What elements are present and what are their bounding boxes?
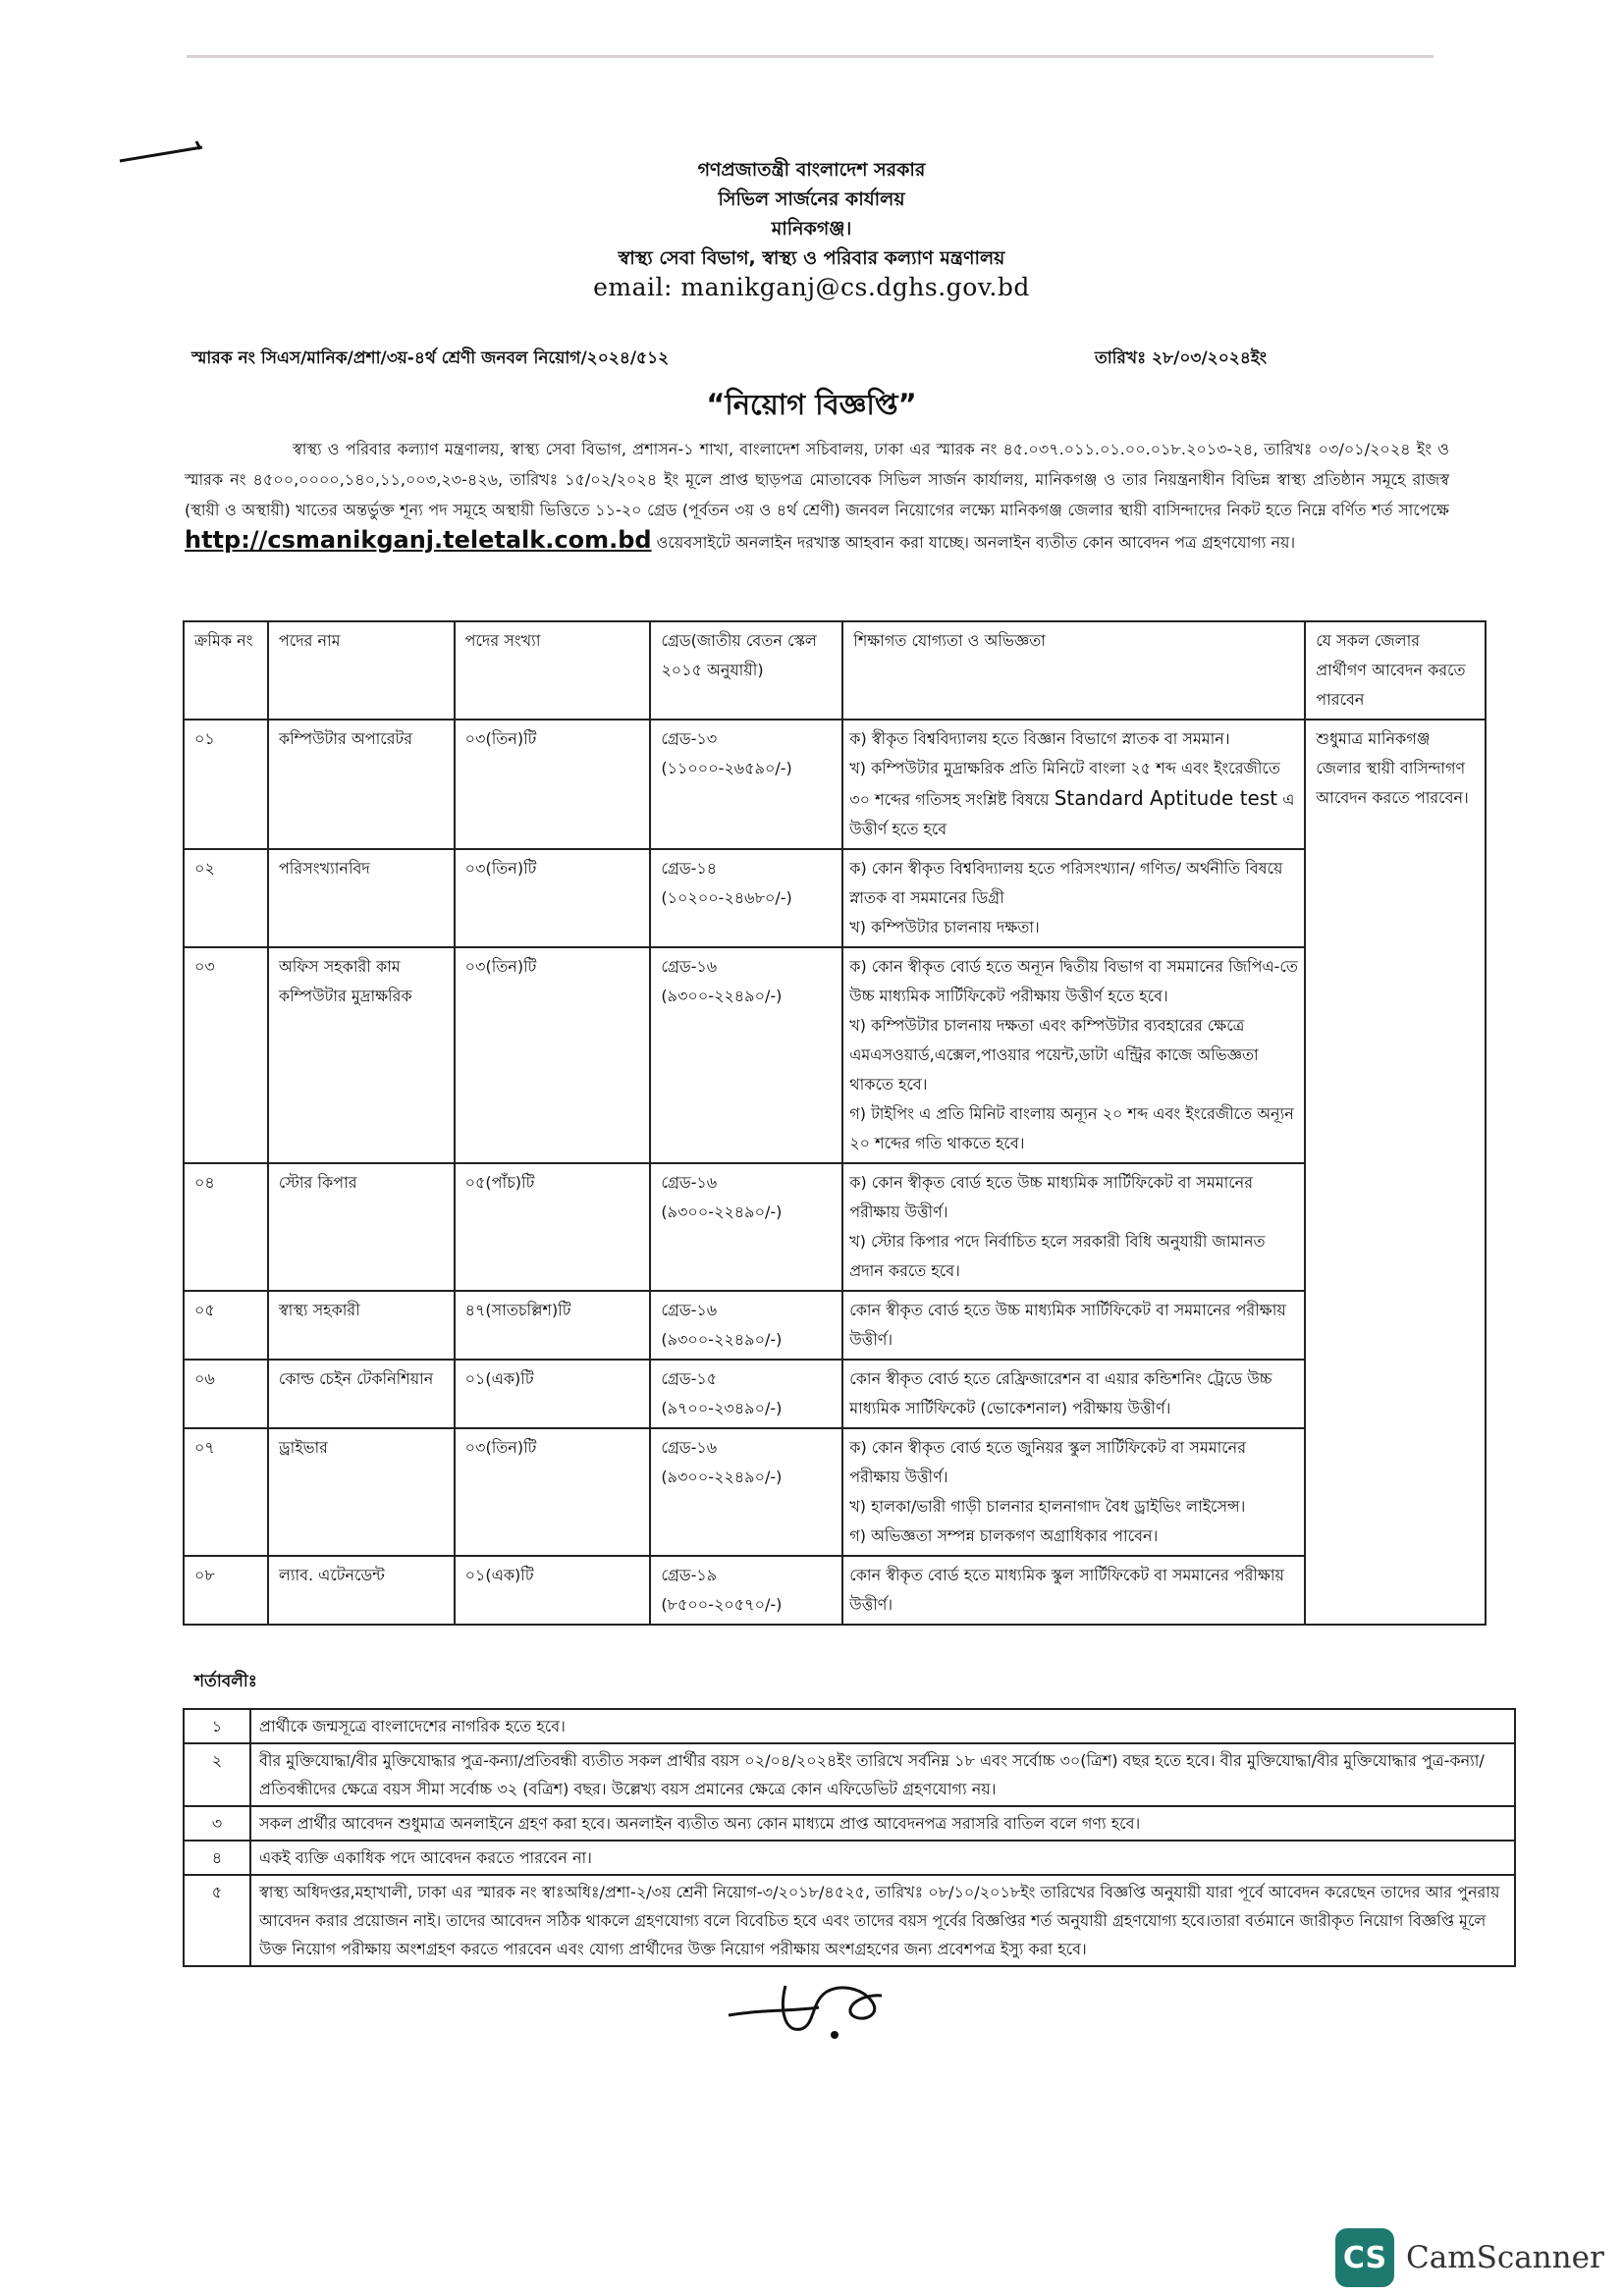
col-grade: গ্রেড(জাতীয় বেতন স্কেল ২০১৫ অনুযায়ী)	[650, 621, 842, 720]
row-grade	[650, 1360, 842, 1428]
notice-title: “নিয়োগ বিজ্ঞপ্তি”	[706, 388, 917, 421]
row-grade	[650, 849, 842, 947]
aptitude-test: Standard Aptitude test	[1054, 786, 1278, 810]
row-grade	[650, 1428, 842, 1556]
qualification-item: ক) কোন স্বীকৃত বোর্ড হতে উচ্চ মাধ্যমিক সার্টিফিকেট বা সমমানের পরীক্ষায় উত্তীর্ণ।	[849, 1173, 1254, 1221]
term-number: ২	[184, 1743, 250, 1806]
row-post-count: ০৩(তিন)টি	[455, 849, 651, 947]
table-row	[184, 947, 1486, 1163]
row-districts: শুধুমাত্র মানিকগঞ্জ জেলার স্থায়ী বাসিন্দাগণ আবেদন করতে পারবেন।	[1305, 720, 1486, 1625]
pay-scale: (৯৩০০-২২৪৯০/-)	[661, 1468, 783, 1486]
table-row	[184, 1360, 1486, 1428]
table-row	[184, 849, 1486, 947]
header-email: email: manikganj@cs.dghs.gov.bd	[593, 273, 1030, 301]
term-number: ৫	[184, 1875, 250, 1966]
pay-scale: (৯৩০০-২২৪৯০/-)	[661, 1202, 783, 1221]
term-text: বীর মুক্তিযোদ্ধা/বীর মুক্তিযোদ্ধার পুত্র-কন্যা/প্রতিবন্ধী ব্যতীত সকল প্রার্থীর বয়স ০২/০৪/২০২৪ইং তারিখে সর্বনিম্ন ১৮ এবং সর্বোচ্চ ৩০(ত্রিশ) বছর হতে হবে। বীর মুক্তিযোদ্ধা/বীর মুক্তিযোদ্ধার পুত্র-কন্যা/প্রতিবন্ধীদের ক্ষেত্রে বয়স সীমা সর্বোচ্চ ৩২ (বত্রিশ) বছর। উল্লেখ্য বয়স প্রমানের ক্ষেত্রে কোন এফিডেভিট গ্রহণযোগ্য নয়।	[250, 1743, 1515, 1806]
row-sl: ০২	[184, 849, 268, 947]
office-header	[0, 155, 1623, 302]
grade-label: গ্রেড-১৩	[661, 729, 718, 748]
row-grade	[650, 1291, 842, 1360]
col-post-name: পদের নাম	[268, 621, 455, 720]
term-row	[184, 1709, 1515, 1743]
intro-text: স্বাস্থ্য ও পরিবার কল্যাণ মন্ত্রণালয়, স্বাস্থ্য সেবা বিভাগ, প্রশাসন-১ শাখা, বাংলাদেশ সচিবালয়, ঢাকা এর স্মারক নং ৪৫.০৩৭.০১১.০১.০০.০১৮.২০১৩-২৪, তারিখঃ ০৩/০১/২০২৪ ইং ও স্মারক নং ৪৫০০,০০০০,১৪০,১১,০০৩,২৩-৪২৬, তারিখঃ ১৫/০২/২০২৪ ইং মূলে প্রাপ্ত ছাড়পত্র মোতাবেক সিভিল সার্জন কার্যালয়, মানিকগঞ্জ ও তার নিয়ন্ত্রনাধীন বিভিন্ন স্বাস্থ্য প্রতিষ্ঠান সমূহে রাজস্ব (স্থায়ী ও অস্থায়ী) খাতের অন্তর্ভুক্ত শূন্য পদ সমূহে অস্থায়ী ভিত্তিতে ১১-২০ গ্রেড (পূর্বতন ৩য় ও ৪র্থ শ্রেণী) জনবল নিয়োগের লক্ষ্যে মানিকগঞ্জ জেলার স্থায়ী বাসিন্দাদের নিকট হতে নিম্নে বর্ণিত শর্ত সাপেক্ষে	[185, 440, 1449, 519]
term-number: ১	[184, 1709, 250, 1743]
memo-date: তারিখঃ ২৮/০৩/২০২৪ইং	[1095, 348, 1268, 368]
row-grade	[650, 1163, 842, 1291]
term-text: সকল প্রার্থীর আবেদন শুধুমাত্র অনলাইনে গ্রহণ করা হবে। অনলাইন ব্যতীত অন্য কোন মাধ্যমে প্রাপ্ত আবেদনপত্র সরাসরি বাতিল বলে গণ্য হবে।	[250, 1806, 1515, 1841]
row-post-name: স্টোর কিপার	[268, 1163, 455, 1291]
qualification-item: ক) কোন স্বীকৃত বিশ্ববিদ্যালয় হতে পরিসংখ্যান/ গণিত/ অর্থনীতি বিষয়ে স্নাতক বা সমমানের ডিগ্রী	[849, 859, 1283, 907]
col-post-count: পদের সংখ্যা	[455, 621, 651, 720]
qualification-item: গ) অভিজ্ঞতা সম্পন্ন চালকগণ অগ্রাধিকার পাবেন।	[849, 1526, 1159, 1545]
row-qualification	[842, 1360, 1305, 1428]
row-qualification	[842, 1428, 1305, 1556]
qualification-item: কোন স্বীকৃত বোর্ড হতে রেফ্রিজারেশন বা এয়ার কন্ডিশনিং ট্রেডে উচ্চ মাধ্যমিক সার্টিফিকেট (ভোকেশনাল) পরীক্ষায় উত্তীর্ণ।	[849, 1369, 1272, 1417]
row-post-name: পরিসংখ্যানবিদ	[268, 849, 455, 947]
term-text: প্রার্থীকে জন্মসূত্রে বাংলাদেশের নাগরিক হতে হবে।	[250, 1709, 1515, 1743]
header-office: সিভিল সার্জনের কার্যালয়	[718, 188, 905, 210]
intro-paragraph	[185, 434, 1449, 558]
row-post-name: কোল্ড চেইন টেকনিশিয়ান	[268, 1360, 455, 1428]
row-sl: ০৭	[184, 1428, 268, 1556]
qualification-text-end: এ উত্তীর্ণ হতে হবে	[849, 790, 1295, 838]
grade-label: গ্রেড-১৬	[661, 957, 718, 976]
row-post-count: ০৩(তিন)টি	[455, 1428, 651, 1556]
qualification-item: গ) টাইপিং এ প্রতি মিনিট বাংলায় অন্যূন ২০ শব্দ এবং ইংরেজীতে অন্যূন ২০ শব্দের গতি থাকতে হবে।	[849, 1104, 1294, 1152]
table-header-row	[184, 621, 1486, 720]
intro-text-end: ওয়েবসাইটে অনলাইন দরখাস্ত আহবান করা যাচ্ছে। অনলাইন ব্যতীত কোন আবেদন পত্র গ্রহণযোগ্য নয়।	[656, 533, 1296, 552]
grade-label: গ্রেড-১৬	[661, 1173, 718, 1192]
row-qualification	[842, 1291, 1305, 1360]
header-district: মানিকগঞ্জ।	[771, 218, 852, 240]
posts-table	[183, 620, 1487, 1626]
pay-scale: (৯৩০০-২২৪৯০/-)	[661, 1330, 783, 1349]
memo-reference: স্মারক নং সিএস/মানিক/প্রশা/৩য়-৪র্থ শ্রেণী জনবল নিয়োগ/২০২৪/৫১২	[191, 348, 670, 368]
qualification-item: ক) কোন স্বীকৃত বোর্ড হতে জুনিয়র স্কুল সার্টিফিকেট বা সমমানের পরীক্ষায় উত্তীর্ণ।	[849, 1438, 1247, 1486]
qualification-item	[849, 754, 1298, 844]
row-post-name: অফিস সহকারী কাম কম্পিউটার মুদ্রাক্ষরিক	[268, 947, 455, 1163]
row-post-count: ০১(এক)টি	[455, 1360, 651, 1428]
table-row	[184, 720, 1486, 849]
grade-label: গ্রেড-১৯	[661, 1566, 718, 1584]
row-post-count: ০৩(তিন)টি	[455, 720, 651, 849]
row-grade	[650, 720, 842, 849]
row-sl: ০৩	[184, 947, 268, 1163]
terms-table	[183, 1708, 1516, 1967]
grade-label: গ্রেড-১৬	[661, 1438, 718, 1457]
signature	[725, 1958, 921, 2047]
qualification-item: খ) কম্পিউটার চালনায় দক্ষতা।	[849, 918, 1040, 936]
pay-scale: (৯৭০০-২৩৪৯০/-)	[661, 1399, 783, 1417]
qualification-item: কোন স্বীকৃত বোর্ড হতে উচ্চ মাধ্যমিক সার্টিফিকেট বা সমমানের পরীক্ষায় উত্তীর্ণ।	[849, 1301, 1286, 1349]
grade-label: গ্রেড-১৬	[661, 1301, 718, 1319]
term-row	[184, 1841, 1515, 1875]
row-post-name: ল্যাব. এটেনডেন্ট	[268, 1556, 455, 1625]
qualification-text: খ) কম্পিউটার মুদ্রাক্ষরিক প্রতি মিনিটে বাংলা ২৫ শব্দ এবং ইংরেজীতে ৩০ শব্দের গতিসহ সংশ্লিষ্ট বিষয়ে	[849, 759, 1280, 809]
row-post-count: ০৫(পাঁচ)টি	[455, 1163, 651, 1291]
row-qualification	[842, 1163, 1305, 1291]
terms-heading: শর্তাবলীঃ	[194, 1672, 257, 1691]
row-grade	[650, 1556, 842, 1625]
camscanner-text: CamScanner	[1406, 2240, 1604, 2275]
row-post-count: ০৩(তিন)টি	[455, 947, 651, 1163]
table-row	[184, 1291, 1486, 1360]
application-url[interactable]: http://csmanikganj.teletalk.com.bd	[185, 526, 652, 554]
term-row	[184, 1806, 1515, 1841]
row-grade	[650, 947, 842, 1163]
term-text: একই ব্যক্তি একাধিক পদে আবেদন করতে পারবেন না।	[250, 1841, 1515, 1875]
row-post-name: ড্রাইভার	[268, 1428, 455, 1556]
row-qualification	[842, 947, 1305, 1163]
pay-scale: (৮৫০০-২০৫৭০/-)	[661, 1595, 783, 1614]
table-row	[184, 1556, 1486, 1625]
row-qualification	[842, 849, 1305, 947]
col-qualification: শিক্ষাগত যোগ্যতা ও অভিজ্ঞতা	[842, 621, 1305, 720]
pay-scale: (১১০০০-২৬৫৯০/-)	[661, 759, 792, 777]
row-sl: ০১	[184, 720, 268, 849]
row-post-name: স্বাস্থ্য সহকারী	[268, 1291, 455, 1360]
qualification-item: খ) হালকা/ভারী গাড়ী চালনার হালনাগাদ বৈধ ড্রাইভিং লাইসেন্স।	[849, 1497, 1246, 1516]
grade-label: গ্রেড-১৪	[661, 859, 718, 878]
camscanner-watermark	[1335, 2228, 1604, 2287]
header-govt: গণপ্রজাতন্ত্রী বাংলাদেশ সরকার	[697, 159, 926, 181]
pay-scale: (১০২০০-২৪৬৮০/-)	[661, 888, 792, 907]
qualification-item: কোন স্বীকৃত বোর্ড হতে মাধ্যমিক স্কুল সার্টিফিকেট বা সমমানের পরীক্ষায় উত্তীর্ণ।	[849, 1566, 1284, 1614]
term-text: স্বাস্থ্য অধিদপ্তর,মহাখালী, ঢাকা এর স্মারক নং স্বাঃঅধিঃ/প্রশা-২/৩য় শ্রেনী নিয়োগ-৩/২০১৮/৪৫২৫, তারিখঃ ০৮/১০/২০১৮ইং তারিখের বিজ্ঞপ্তি অনুযায়ী যারা পূর্বে আবেদন করেছেন তাদের আর পুনরায় আবেদন করার প্রয়োজন নাই। তাদের আবেদন সঠিক থাকলে গ্রহণযোগ্য বলে বিবেচিত হবে এবং তাদের বয়স পূর্বের বিজ্ঞপ্তির শর্ত অনুযায়ী গ্রহণযোগ্য হবে।তারা বর্তমানে জারীকৃত নিয়োগ বিজ্ঞপ্তি মূলে উক্ত নিয়োগ পরীক্ষায় অংশগ্রহণ করতে পারবেন এবং যোগ্য প্রার্থীদের উক্ত নিয়োগ পরীক্ষায় অংশগ্রহণের জন্য প্রবেশপত্র ইস্যু করা হবে।	[250, 1875, 1515, 1966]
col-sl: ক্রমিক নং	[184, 621, 268, 720]
row-sl: ০৫	[184, 1291, 268, 1360]
scan-top-edge	[187, 55, 1434, 58]
row-sl: ০৪	[184, 1163, 268, 1291]
term-row	[184, 1875, 1515, 1966]
header-ministry: স্বাস্থ্য সেবা বিভাগ, স্বাস্থ্য ও পরিবার কল্যাণ মন্ত্রণালয়	[618, 247, 1005, 269]
pay-scale: (৯৩০০-২২৪৯০/-)	[661, 987, 783, 1005]
term-number: ৩	[184, 1806, 250, 1841]
row-post-count: ০১(এক)টি	[455, 1556, 651, 1625]
row-qualification	[842, 1556, 1305, 1625]
qualification-item: খ) স্টোর কিপার পদে নির্বাচিত হলে সরকারী বিধি অনুযায়ী জামানত প্রদান করতে হবে।	[849, 1232, 1266, 1280]
qualification-item: খ) কম্পিউটার চালনায় দক্ষতা এবং কম্পিউটার ব্যবহারের ক্ষেত্রে এমএসওয়ার্ড,এক্সেল,পাওয়ার পয়েন্ট,ডাটা এন্ট্রির কাজে অভিজ্ঞতা থাকতে হবে।	[849, 1016, 1259, 1094]
row-qualification	[842, 720, 1305, 849]
row-sl: ০৮	[184, 1556, 268, 1625]
term-row	[184, 1743, 1515, 1806]
col-districts: যে সকল জেলার প্রার্থীগণ আবেদন করতে পারবেন	[1305, 621, 1486, 720]
grade-label: গ্রেড-১৫	[661, 1369, 718, 1388]
term-number: ৪	[184, 1841, 250, 1875]
camscanner-icon: CS	[1335, 2228, 1394, 2287]
row-sl: ০৬	[184, 1360, 268, 1428]
table-row	[184, 1428, 1486, 1556]
qualification-item: ক) স্বীকৃত বিশ্ববিদ্যালয় হতে বিজ্ঞান বিভাগে স্নাতক বা সমমান।	[849, 729, 1230, 748]
table-row	[184, 1163, 1486, 1291]
row-post-count: ৪৭(সাতচল্লিশ)টি	[455, 1291, 651, 1360]
qualification-item: ক) কোন স্বীকৃত বোর্ড হতে অন্যূন দ্বিতীয় বিভাগ বা সমমানের জিপিএ-তে উচ্চ মাধ্যমিক সার্টিফিকেট পরীক্ষায় উত্তীর্ণ হতে হবে।	[849, 957, 1298, 1005]
row-post-name: কম্পিউটার অপারেটর	[268, 720, 455, 849]
